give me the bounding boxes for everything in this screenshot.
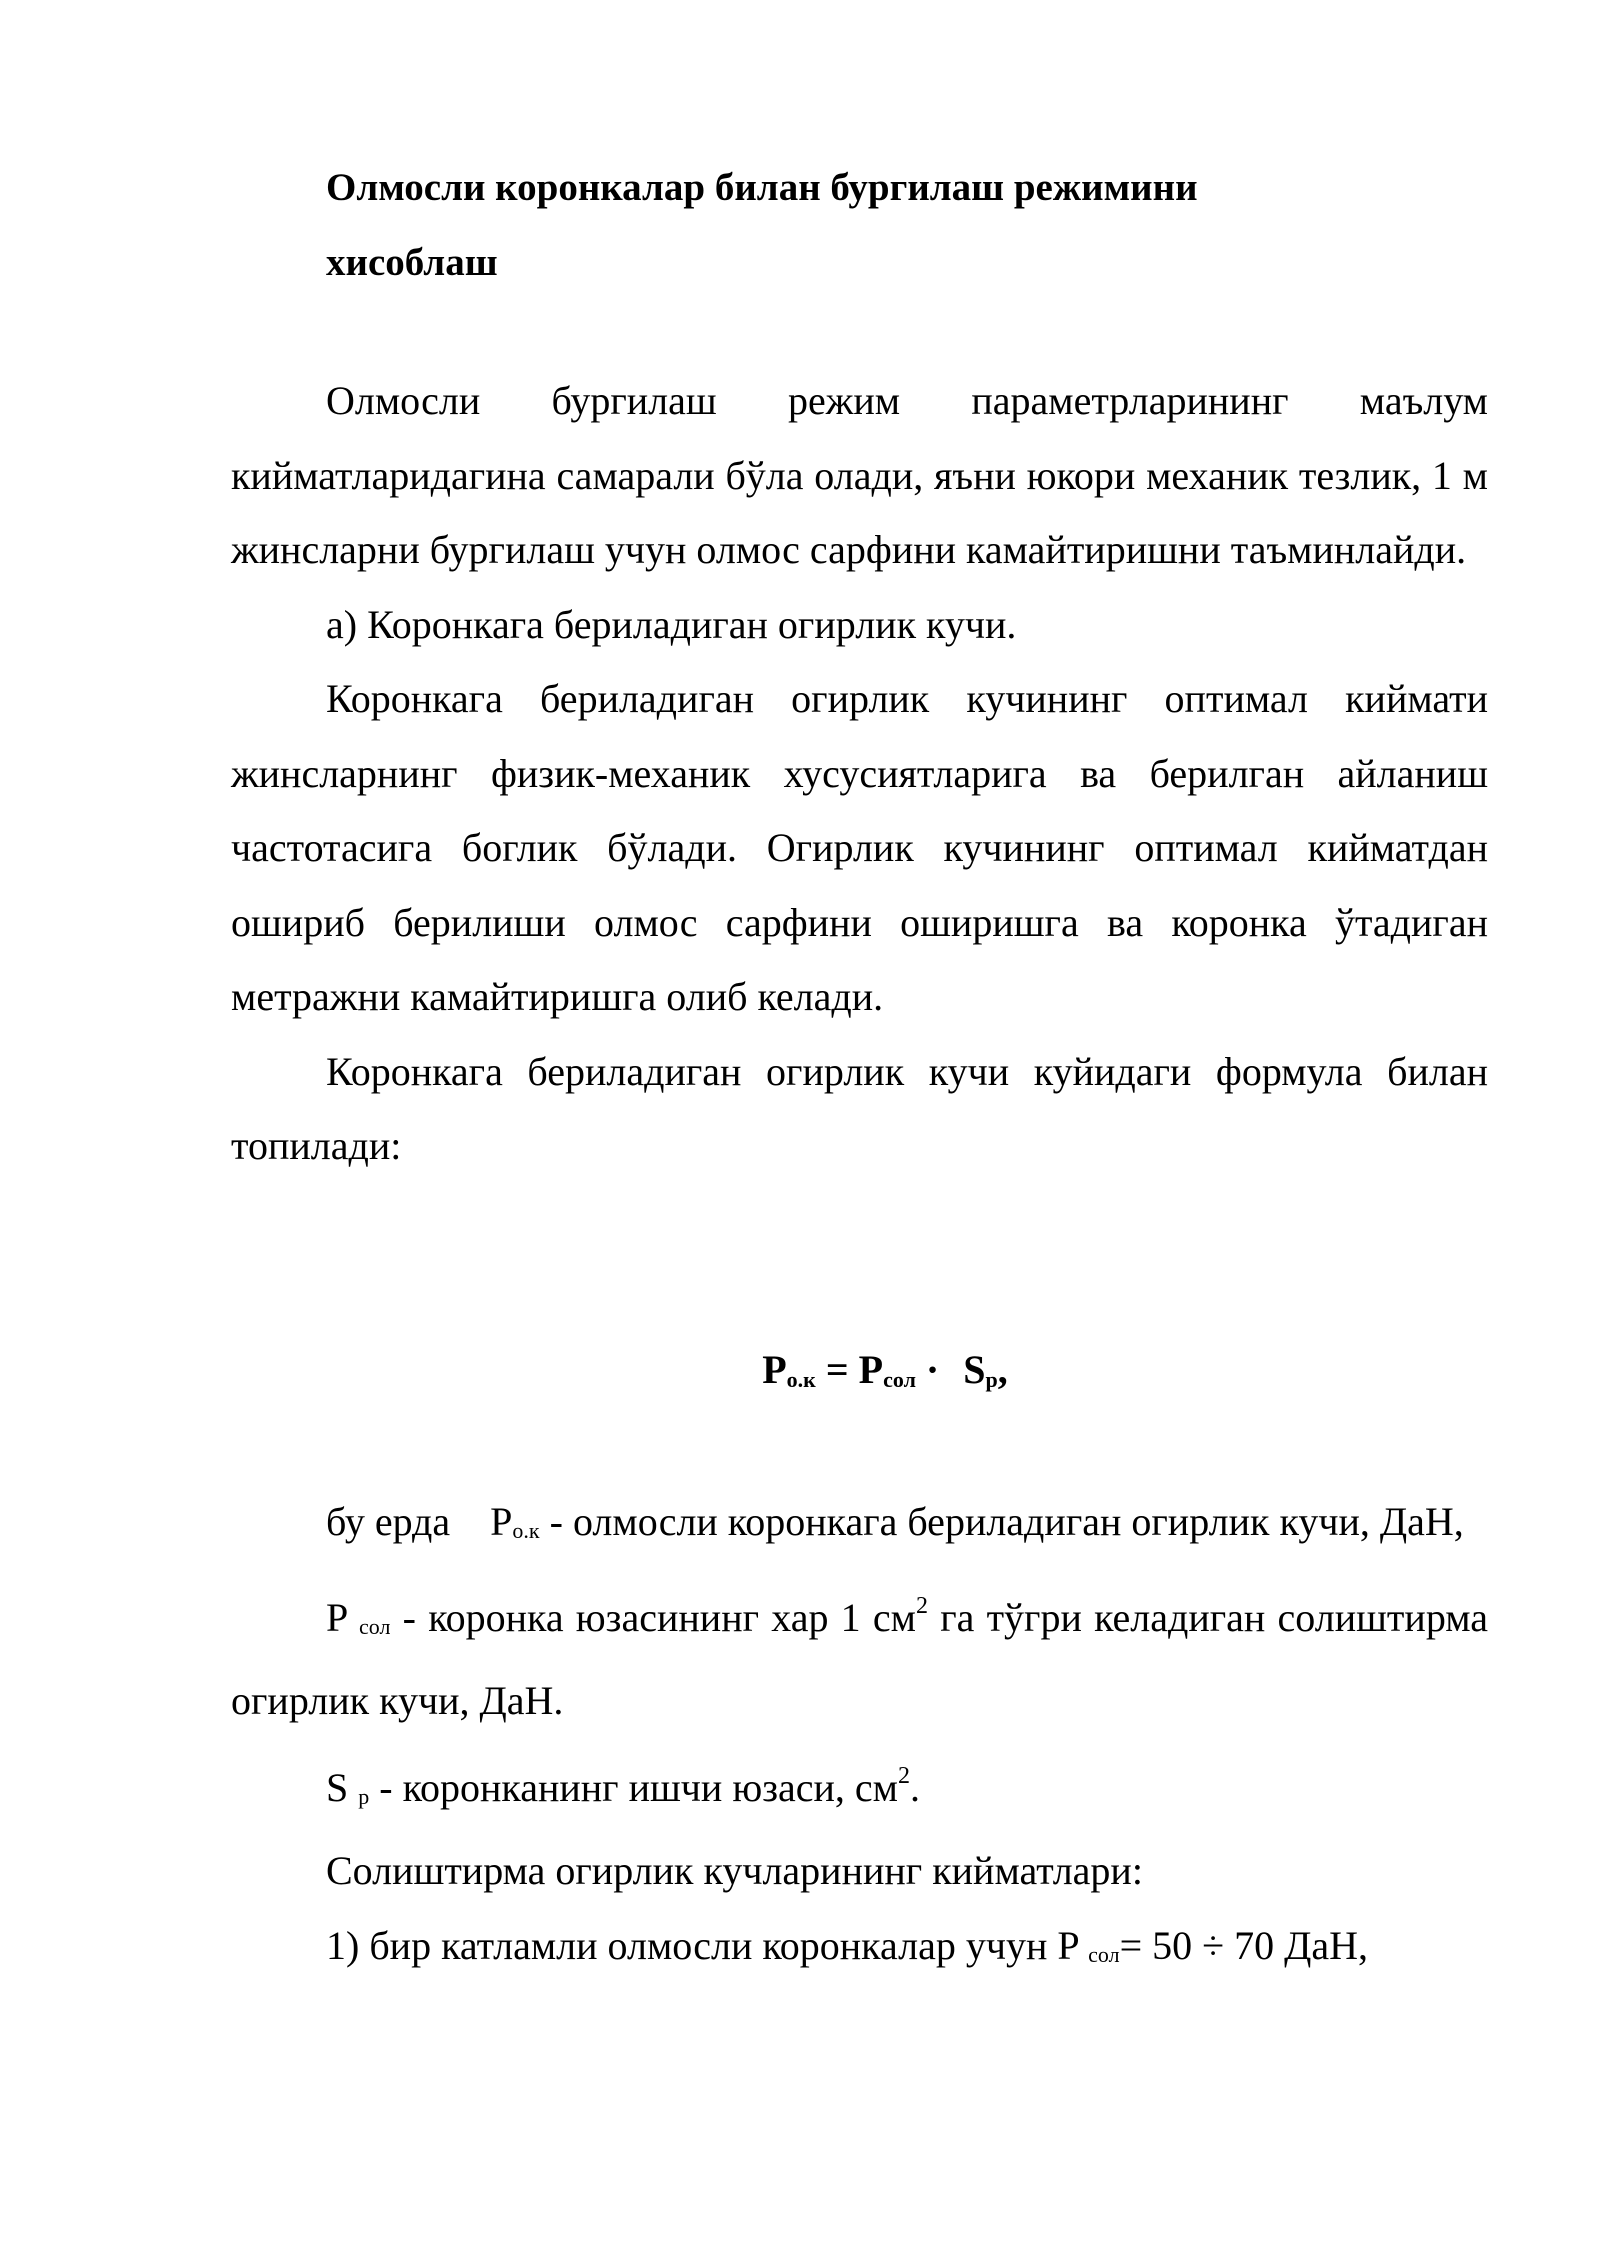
paragraph-item-a: а) Коронкага бериладиган огирлик кучи. — [326, 601, 1017, 647]
formula-equals: = P — [825, 1347, 884, 1392]
definition-2-subscript: сол — [358, 1613, 391, 1639]
title-line-2: хисоблаш — [326, 241, 498, 284]
document-title — [326, 150, 1326, 300]
title-line-1: Олмосли коронкалар билан бургилаш режимини — [326, 166, 1198, 209]
list-item-1-subscript: сол — [1088, 1941, 1120, 1967]
definition-1-prefix: бу ерда — [326, 1499, 451, 1544]
paragraph-optimal-load: Коронкага бериладиган огирлик кучининг оптимал киймати жинсларнинг физик-механик хусусиятларига ва берилган айланиш частотасига боглик бўлади. Огирлик кучининг оптимал кийматдан ошириб берилиши олмос сарфини оширишга ва коронка ўтадиган метражни камайтиришга олиб келади. — [231, 676, 1488, 1019]
definition-3-tail: . — [909, 1764, 920, 1810]
paragraph-formula-intro: Коронкага бериладиган огирлик кучи куйидаги формула билан топилади: — [231, 1048, 1488, 1168]
definition-2-symbol: P — [326, 1594, 347, 1640]
formula-tail: , — [997, 1347, 1008, 1392]
definition-p-sol — [231, 1569, 1488, 1739]
definition-3-text: - коронканинг ишчи юзаси, см — [379, 1764, 898, 1810]
definition-s-p — [231, 1739, 1488, 1835]
definition-1-symbol: P — [490, 1499, 513, 1544]
formula-lhs-subscript: о.к — [786, 1367, 816, 1392]
list-item-1-value: = 50 ÷ 70 ДаН, — [1119, 1922, 1368, 1968]
list-item-1-text: 1) бир катламли олмосли коронкалар учун P — [326, 1922, 1079, 1968]
formula-s-subscript: р — [985, 1367, 998, 1392]
definition-p-ok — [231, 1485, 1488, 1569]
formula-rhs-subscript: сол — [883, 1367, 916, 1392]
definition-2-text: - коронка юзасининг хар 1 см — [402, 1594, 916, 1640]
definition-2-superscript: 2 — [915, 1592, 928, 1619]
intro-section — [231, 364, 1488, 1184]
formula — [0, 1340, 1600, 1410]
specific-load-heading: Солиштирма огирлик кучларининг кийматлари: — [326, 1848, 1143, 1893]
list-item-1 — [231, 1909, 1488, 1993]
definition-2-tail: га тўгри келадиган солиштирма огирлик кучи, ДаН. — [231, 1594, 1489, 1723]
formula-s: S — [963, 1347, 986, 1392]
definition-3-symbol: S — [326, 1764, 349, 1810]
definition-1-text: - олмосли коронкага бериладиган огирлик кучи, ДаН, — [549, 1499, 1464, 1544]
definition-1-subscript: о.к — [512, 1518, 540, 1543]
formula-lhs: P — [762, 1347, 787, 1392]
definitions-section — [231, 1485, 1488, 1992]
definition-3-superscript: 2 — [897, 1762, 910, 1789]
formula-dot: · — [925, 1347, 940, 1392]
definition-3-subscript: р — [358, 1783, 370, 1809]
paragraph-intro: Олмосли бургилаш режим параметрларининг маълум кийматларидагина самарали бўла олади, яъни юкори механик тезлик, 1 м жинсларни бургилаш учун олмос сарфини камайтиришни таъминлайди. — [231, 378, 1488, 572]
